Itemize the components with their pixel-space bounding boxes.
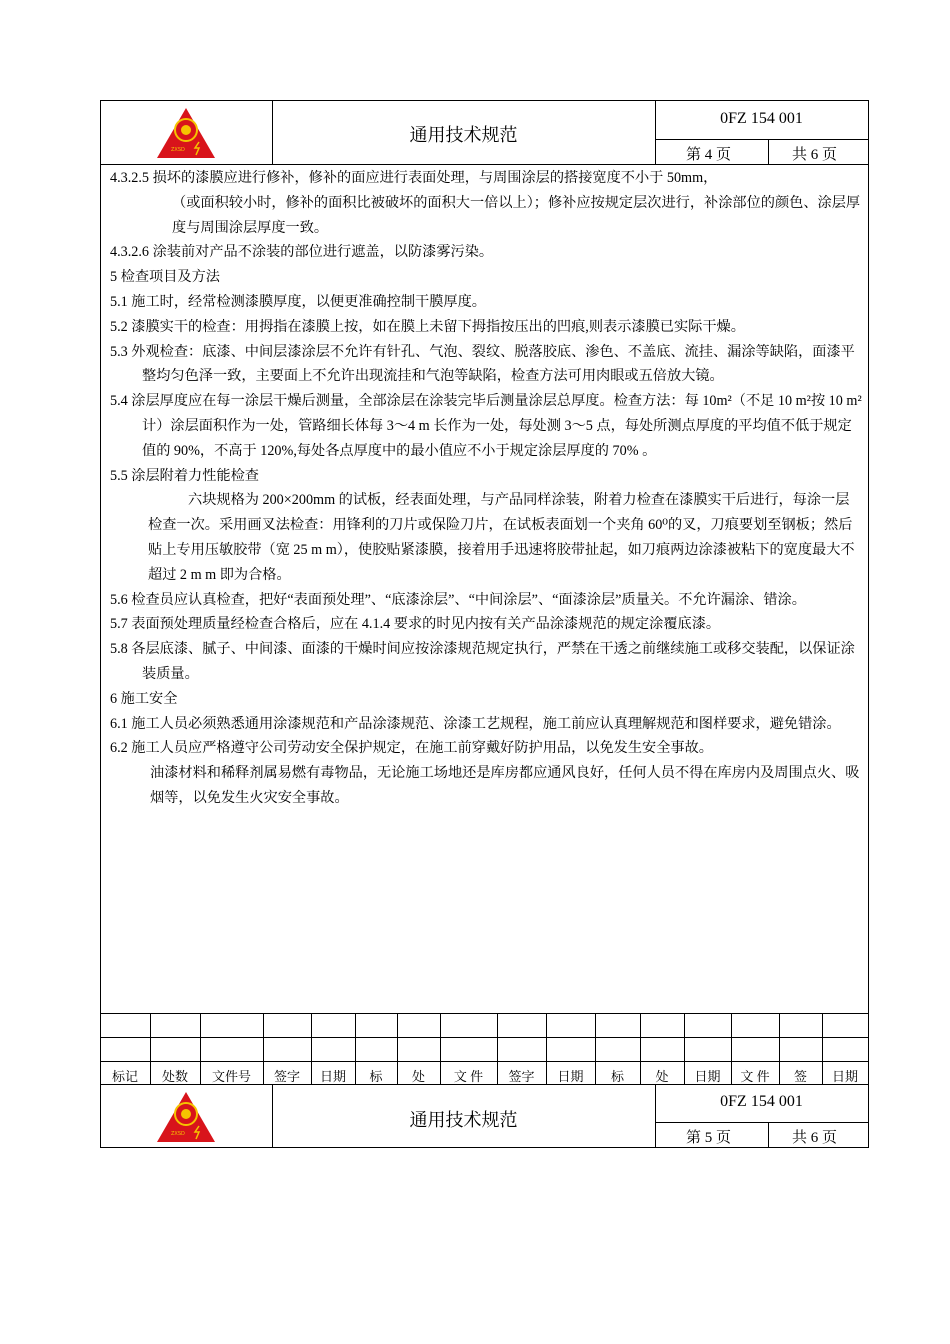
sig-label-count-2: 处	[411, 1069, 425, 1084]
para-5-6: 5.6 检查员应认真检查，把好“表面预处理”、“底漆涂层”、“中间涂层”、“面漆涂层”质量关。不允许漏涂、错涂。	[110, 591, 806, 608]
para-5-3: 5.3 外观检查：底漆、中间层漆涂层不允许有针孔、气泡、裂纹、脱落胶底、渗色、不盖底、流挂、漏涂等缺陷，面漆平整均匀色泽一致，主要面上不允许出现流挂和气泡等缺陷，检查方法可用肉眼或五倍放大镜。	[110, 343, 855, 385]
para-5-5-body: 六块规格为 200×200mm 的试板，经表面处理，与产品同样涂装，附着力检查在漆膜实干后进行，每涂一层检查一次。采用画叉法检查：用锋利的刀片或保险刀片，在试板表面划一个夹角 60⁰的叉，刀痕要划至钢板；然后贴上专用压敏胶带（宽 25 m m），使胶贴紧漆膜，接着用手迅速将胶带扯起，如刀痕两边涂漆被粘下的宽度最大不超过 2 m m 即为合格。	[148, 492, 855, 583]
body-border-right	[868, 164, 869, 1084]
sig-label-file-3: 文 件	[740, 1069, 770, 1084]
para-5-1: 5.1 施工时，经常检测漆膜厚度，以便更准确控制干膜厚度。	[110, 293, 486, 310]
para-5-2: 5.2 漆膜实干的检查：用拇指在漆膜上按，如在膜上未留下拇指按压出的凹痕,则表示漆膜已实际干燥。	[110, 318, 745, 335]
sig-label-mark-3: 标	[610, 1069, 624, 1084]
sig-label-file-2: 文 件	[453, 1069, 484, 1084]
sig-label-file-no: 文件号	[211, 1069, 251, 1084]
sig-label-date-3: 日期	[694, 1069, 721, 1084]
footer-page-number: 第 5 页	[686, 1130, 732, 1146]
footer-code-divider	[655, 1122, 868, 1123]
document-body	[110, 166, 862, 811]
sig-grid-mid1	[100, 1037, 869, 1038]
header-title: 通用技术规范	[409, 125, 518, 145]
para-5-4: 5.4 涂层厚度应在每一涂层干燥后测量，全部涂层在涂装完毕后测量涂层总厚度。检查方法：每 10m²（不足 10 m²按 10 m²计）涂层面积作为一处，管路细长体每 3～4 m 长作为一处，每处测 3～5 点，每处所测点厚度的平均值不低于规定值的 90%，不高于 120%,每处各点厚度中的最小值应不小于规定涂层厚度的 70% 。	[110, 393, 862, 459]
sig-label-signature: 签字	[273, 1069, 300, 1084]
footer-logo-text: ZXSD	[171, 1131, 185, 1137]
footer-page-total: 共 6 页	[792, 1130, 838, 1146]
sig-label-mark: 标记	[111, 1069, 138, 1084]
sig-label-signature-3: 签	[793, 1069, 807, 1084]
para-5-7: 5.7 表面预处理质量经检查合格后，应在 4.1.4 要求的时见内按有关产品涂漆规范的规定涂覆底漆。	[110, 616, 721, 633]
header-page-number: 第 4 页	[686, 147, 732, 163]
body-border-left	[100, 164, 101, 1084]
para-4-3-2-6: 4.3.2.6 涂装前对产品不涂装的部位进行遮盖，以防漆雾污染。	[110, 244, 494, 261]
footer-company-logo	[155, 1090, 217, 1144]
footer-page-divider	[768, 1122, 769, 1148]
para-6-2: 6.2 施工人员应严格遵守公司劳动安全保护规定，在施工前穿戴好防护用品，以免发生安全事故。	[110, 740, 713, 757]
header-page-total: 共 6 页	[792, 147, 838, 163]
sig-label-date: 日期	[319, 1069, 346, 1084]
para-6-1: 6.1 施工人员必须熟悉通用涂漆规范和产品涂漆规范、涂漆工艺规程，施工前应认真理解规范和图样要求，避免错涂。	[110, 715, 841, 732]
sig-grid-mid2	[100, 1061, 869, 1062]
sig-label-date-4: 日期	[831, 1069, 858, 1084]
sig-label-count: 处数	[161, 1069, 188, 1084]
footer-title: 通用技术规范	[409, 1110, 518, 1130]
para-4-3-2-5: 4.3.2.5 损坏的漆膜应进行修补，修补的面应进行表面处理，与周围涂层的搭接宽度不小于 50mm，	[110, 170, 718, 186]
footer-document-code: 0FZ 154 001	[720, 1093, 803, 1110]
sig-label-date-2: 日期	[557, 1069, 584, 1084]
para-4-3-2-5-cont: （或面积较小时，修补的面积比被破坏的面积大一倍以上）；修补应按规定层次进行，补涂部位的颜色、涂层厚度与周围涂层厚度一致。	[172, 194, 861, 236]
sig-label-count-3: 处	[655, 1069, 669, 1084]
para-5-5: 5.5 涂层附着力性能检查	[110, 467, 259, 484]
sig-grid-top	[100, 1013, 869, 1014]
para-5-8: 5.8 各层底漆、腻子、中间漆、面漆的干燥时间应按涂漆规范规定执行，严禁在干透之前继续施工或移交装配，以保证涂装质量。	[110, 641, 855, 682]
sig-label-signature-2: 签字	[508, 1069, 535, 1084]
para-6-2-cont: 油漆材料和稀释剂属易燃有毒物品，无论施工场地还是库房都应通风良好，任何人员不得在库房内及周围点火、吸烟等，以免发生火灾安全事故。	[150, 765, 860, 806]
section-6-heading: 6 施工安全	[110, 690, 178, 707]
header-document-code: 0FZ 154 001	[720, 110, 803, 127]
header-page-divider	[768, 139, 769, 165]
sig-label-mark-2: 标	[369, 1069, 383, 1084]
header-code-divider	[655, 139, 868, 140]
logo-text: ZXSD	[171, 147, 185, 153]
company-logo	[155, 106, 217, 160]
section-5-heading: 5 检查项目及方法	[110, 269, 220, 286]
